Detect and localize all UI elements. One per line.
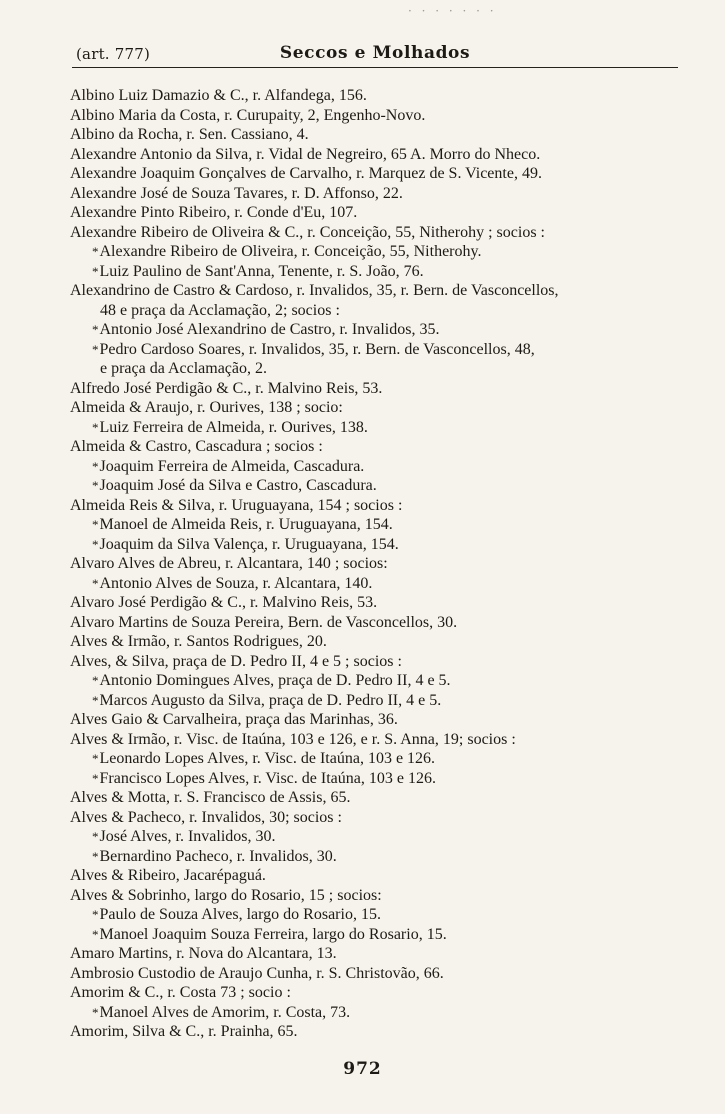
directory-entry: [0, 223, 725, 243]
directory-entry: [0, 613, 725, 633]
entry-text: Amaro Martins, r. Nova do Alcantara, 13.: [70, 945, 337, 962]
partner-marker-icon: *: [92, 322, 99, 337]
running-header: [72, 41, 678, 68]
directory-entry: [0, 964, 725, 984]
partner-marker-icon: *: [92, 751, 99, 766]
directory-entry: [0, 866, 725, 886]
partner-entry: [0, 476, 725, 496]
directory-entry: [0, 652, 725, 672]
directory-entry: [0, 632, 725, 652]
entry-text: e praça da Acclamação, 2.: [100, 360, 268, 377]
entry-text: Alves & Motta, r. S. Francisco de Assis, 65.: [70, 789, 351, 806]
directory-entry: [0, 710, 725, 730]
partner-entry: [0, 535, 725, 555]
entry-text: Albino Luiz Damazio & C., r. Alfandega, 156.: [70, 87, 367, 104]
partner-entry: [0, 769, 725, 789]
entry-text: Joaquim José da Silva e Castro, Cascadura.: [99, 477, 377, 494]
entry-text: Manoel de Almeida Reis, r. Uruguayana, 154.: [99, 516, 393, 533]
partner-marker-icon: *: [92, 478, 99, 493]
directory-entry: [0, 808, 725, 828]
partner-marker-icon: *: [92, 458, 99, 474]
entry-text: Francisco Lopes Alves, r. Visc. de Itaúna, 103 e 126.: [99, 769, 436, 787]
entry-text: José Alves, r. Invalidos, 30.: [99, 828, 276, 845]
partner-marker-icon: *: [92, 575, 99, 591]
directory-listing: [0, 86, 725, 1042]
directory-entry: [0, 983, 725, 1003]
directory-entry: [0, 106, 725, 126]
partner-entry: [0, 691, 725, 711]
partner-marker-icon: *: [92, 907, 99, 922]
partner-entry: [0, 671, 725, 691]
entry-text: Albino Maria da Costa, r. Curupaity, 2, Engenho-Novo.: [70, 106, 426, 124]
entry-text: Alexandre Antonio da Silva, r. Vidal de Negreiro, 65 A. Morro do Nheco.: [70, 145, 541, 163]
entry-text: Antonio Alves de Souza, r. Alcantara, 140.: [99, 574, 373, 592]
directory-entry: [0, 788, 725, 808]
entry-text: Amorim & C., r. Costa 73 ; socio :: [70, 984, 291, 1001]
entry-text: Alexandre José de Souza Tavares, r. D. Affonso, 22.: [70, 184, 403, 202]
entry-text: Joaquim da Silva Valença, r. Uruguayana, 154.: [99, 535, 399, 553]
directory-entry: [0, 554, 725, 574]
partner-marker-icon: *: [92, 673, 99, 688]
partner-entry: [0, 242, 725, 262]
partner-entry: [0, 340, 725, 360]
entry-text: Alves & Irmão, r. Santos Rodrigues, 20.: [70, 633, 327, 650]
continuation-line: [0, 301, 725, 321]
partner-entry: [0, 320, 725, 340]
entry-text: Alves, & Silva, praça de D. Pedro II, 4 e 5 ; socios :: [70, 652, 402, 670]
entry-text: Leonardo Lopes Alves, r. Visc. de Itaúna, 103 e 126.: [99, 750, 436, 767]
directory-entry: [0, 730, 725, 750]
section-title: Seccos e Molhados: [279, 43, 471, 63]
print-specks: · · · · · · ·: [408, 4, 497, 18]
entry-text: Manoel Joaquim Souza Ferreira, largo do Rosario, 15.: [99, 925, 447, 943]
directory-entry: [0, 886, 725, 906]
directory-entry: [0, 281, 725, 301]
entry-text: Bernardino Pacheco, r. Invalidos, 30.: [99, 847, 337, 865]
directory-entry: [0, 1022, 725, 1042]
partner-marker-icon: *: [92, 1004, 99, 1020]
entry-text: Alexandre Ribeiro de Oliveira & C., r. Conceição, 55, Nitherohy ; socios :: [70, 223, 545, 241]
partner-marker-icon: *: [92, 770, 99, 786]
entry-text: Alvaro José Perdigão & C., r. Malvino Reis, 53.: [70, 594, 378, 611]
partner-entry: [0, 749, 725, 769]
partner-marker-icon: *: [92, 517, 99, 532]
entry-text: Alexandre Joaquim Gonçalves de Carvalho, r. Marquez de S. Vicente, 49.: [70, 165, 542, 182]
partner-entry: [0, 905, 725, 925]
entry-text: Alvaro Martins de Souza Pereira, Bern. de Vasconcellos, 30.: [70, 613, 458, 631]
partner-marker-icon: *: [92, 848, 99, 864]
partner-entry: [0, 574, 725, 594]
partner-entry: [0, 827, 725, 847]
partner-marker-icon: *: [92, 419, 99, 435]
entry-text: Almeida & Araujo, r. Ourives, 138 ; socio:: [70, 399, 343, 416]
directory-entry: [0, 593, 725, 613]
partner-entry: [0, 515, 725, 535]
page-number: 972: [343, 1059, 382, 1079]
entry-text: Alexandrino de Castro & Cardoso, r. Invalidos, 35, r. Bern. de Vasconcellos,: [70, 282, 559, 299]
directory-entry: [0, 496, 725, 516]
directory-entry: [0, 125, 725, 145]
partner-entry: [0, 847, 725, 867]
entry-text: Alves Gaio & Carvalheira, praça das Marinhas, 36.: [70, 711, 398, 728]
entry-text: Alvaro Alves de Abreu, r. Alcantara, 140 ; socios:: [70, 555, 388, 572]
partner-marker-icon: *: [92, 829, 99, 844]
entry-text: Luiz Paulino de Sant'Anna, Tenente, r. S. João, 76.: [99, 262, 424, 280]
entry-text: Alves & Irmão, r. Visc. de Itaúna, 103 e 126, e r. S. Anna, 19; socios :: [70, 730, 516, 748]
directory-entry: [0, 944, 725, 964]
entry-text: Alves & Sobrinho, largo do Rosario, 15 ; socios:: [70, 886, 382, 904]
directory-entry: [0, 379, 725, 399]
entry-text: 48 e praça da Acclamação, 2; socios :: [100, 301, 340, 319]
directory-entry: [0, 398, 725, 418]
partner-marker-icon: *: [92, 341, 99, 357]
entry-text: Marcos Augusto da Silva, praça de D. Pedro II, 4 e 5.: [99, 691, 442, 709]
entry-text: Almeida Reis & Silva, r. Uruguayana, 154 ; socios :: [70, 496, 403, 514]
entry-text: Alexandre Ribeiro de Oliveira, r. Conceição, 55, Nitherohy.: [99, 243, 482, 260]
partner-entry: [0, 418, 725, 438]
entry-text: Paulo de Souza Alves, largo do Rosario, 15.: [99, 906, 381, 923]
directory-entry: [0, 184, 725, 204]
directory-entry: [0, 86, 725, 106]
partner-entry: [0, 262, 725, 282]
partner-entry: [0, 457, 725, 477]
partner-marker-icon: *: [92, 536, 99, 552]
entry-text: Alves & Ribeiro, Jacarépaguá.: [70, 867, 266, 884]
partner-entry: [0, 925, 725, 945]
entry-text: Ambrosio Custodio de Araujo Cunha, r. S. Christovão, 66.: [70, 964, 444, 982]
partner-marker-icon: *: [92, 692, 99, 708]
continuation-line: [0, 359, 725, 379]
directory-entry: [0, 145, 725, 165]
partner-marker-icon: *: [92, 244, 99, 259]
entry-text: Pedro Cardoso Soares, r. Invalidos, 35, r. Bern. de Vasconcellos, 48,: [99, 340, 535, 358]
entry-text: Albino da Rocha, r. Sen. Cassiano, 4.: [70, 126, 309, 143]
entry-text: Luiz Ferreira de Almeida, r. Ourives, 138.: [99, 418, 368, 436]
article-reference: (art. 777): [76, 45, 151, 63]
entry-text: Antonio José Alexandrino de Castro, r. Invalidos, 35.: [99, 321, 440, 338]
entry-text: Almeida & Castro, Cascadura ; socios :: [70, 438, 323, 455]
entry-text: Alfredo José Perdigão & C., r. Malvino Reis, 53.: [70, 379, 383, 397]
entry-text: Alexandre Pinto Ribeiro, r. Conde d'Eu, 107.: [70, 204, 358, 221]
partner-entry: [0, 1003, 725, 1023]
directory-entry: [0, 203, 725, 223]
entry-text: Amorim, Silva & C., r. Prainha, 65.: [70, 1023, 298, 1040]
entry-text: Manoel Alves de Amorim, r. Costa, 73.: [99, 1003, 351, 1021]
directory-entry: [0, 437, 725, 457]
partner-marker-icon: *: [92, 926, 99, 942]
entry-text: Joaquim Ferreira de Almeida, Cascadura.: [99, 457, 365, 475]
entry-text: Antonio Domingues Alves, praça de D. Pedro II, 4 e 5.: [99, 672, 451, 689]
entry-text: Alves & Pacheco, r. Invalidos, 30; socios :: [70, 808, 342, 826]
partner-marker-icon: *: [92, 263, 99, 279]
directory-entry: [0, 164, 725, 184]
